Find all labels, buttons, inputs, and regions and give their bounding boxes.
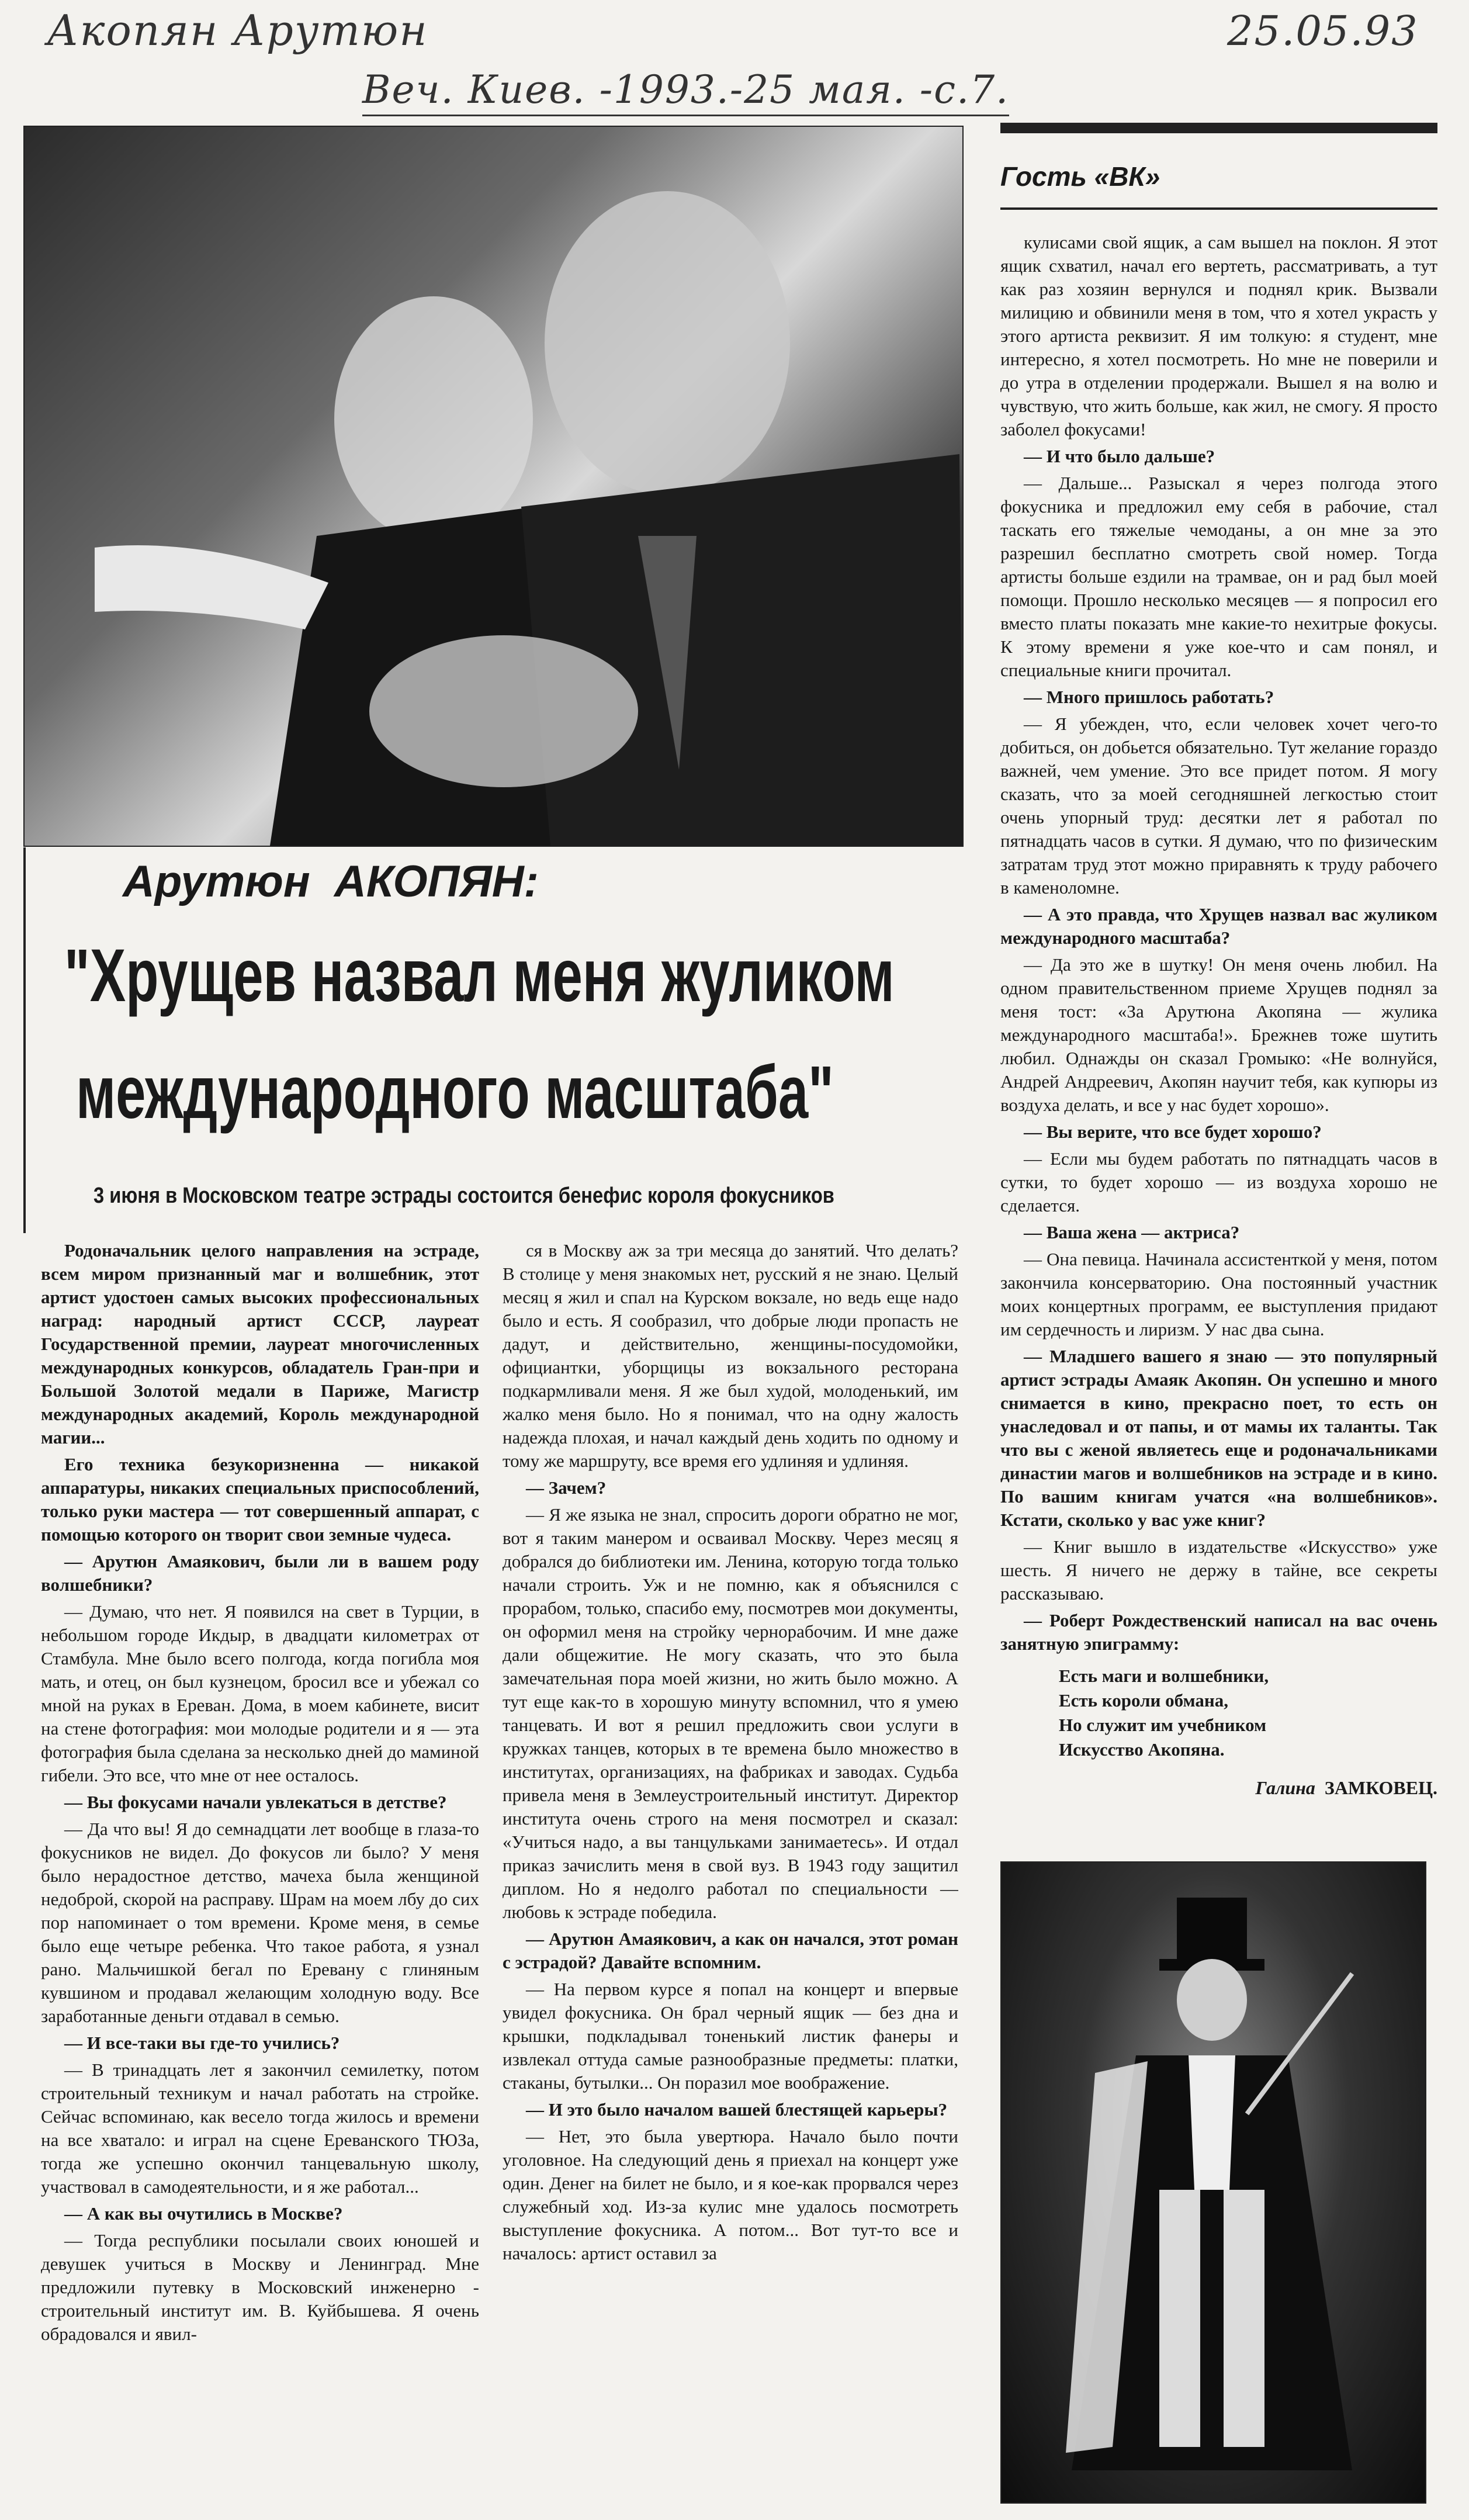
- article-column-3: [1000, 231, 1437, 1820]
- col3-para-4: — Да это же в шутку! Он меня очень любил. На одном правительственном приеме Хрущев поднял за меня тост: «За Арутюна Акопяна — жулика международного масштаба!». Брежнев тоже шутить любил. Однажды он сказал Громыко: «Не волнуйся, Андрей Андреевич, Акопян научит тебя, как купюры из воздуха делать, и все у нас будет хорошо».: [1000, 954, 1437, 1115]
- col1-question-2: — Вы фокусами начали увлекаться в детстве?: [64, 1792, 447, 1812]
- rubric-rule: [1000, 123, 1437, 133]
- col1-question-1: — Арутюн Амаякович, были ли в вашем роду волшебники?: [41, 1551, 479, 1595]
- epigram-line: Есть маги и волшебники,: [1059, 1666, 1269, 1686]
- col1-question-3: — И все-таки вы где-то учились?: [64, 2033, 340, 2053]
- top-photo: [23, 126, 964, 847]
- rubric-underline: [1000, 207, 1437, 210]
- col3-para-1: кулисами свой ящик, а сам вышел на поклон. Я этот ящик схватил, начал его вертеть, рассматривать, а тут как раз хозяин вернулся и поднял крик. Вызвали милицию и обвинили меня в том, что я хотел украсть у этого артиста реквизит. Я им толкую: я студент, мне интересно, я хотел посмотреть. Но мне не поверили и до утра в отделении продержали. Вышел я на волю и чувствую, что жить больше, как жил, не смогу. Я просто заболел фокусами!: [1000, 232, 1437, 439]
- col3-question-4: — Вы верите, что все будет хорошо?: [1024, 1121, 1322, 1142]
- magician-illustration: [1002, 1863, 1425, 2502]
- col3-question-1: — И что было дальше?: [1024, 446, 1215, 466]
- col3-question-6: — Младшего вашего я знаю — это популярный артист эстрады Амаяк Акопян. Он успешно и много снимается в кино, прекрасно поет, то есть он унаследовал и от папы, и от мамы их таланты. Так что вы с женой являетесь еще и родоначальниками династии магов и волшебников на эстраде и в кино. По вашим книгам учатся «на волшебников». Кстати, сколько у вас уже книг?: [1000, 1346, 1437, 1530]
- handwritten-source: Веч. Киев. -1993.-25 мая. -с.7.: [362, 67, 1009, 116]
- headline-line-1: "Хрущев назвал меня жуликом: [64, 934, 895, 1017]
- col3-question-5: — Ваша жена — актриса?: [1024, 1222, 1240, 1242]
- col1-para-6: — Тогда республики посылали своих юношей и девушек учиться в Москву и Ленинград. Мне предложили путевку в Московский инженерно - строительный институт им. В. Куйбышева. Я очень обрадовался и явил-: [41, 2230, 479, 2344]
- col2-para-3: — На первом курсе я попал на концерт и впервые увидел фокусника. Он брал черный ящик — без дна и крышки, подкладывал тоненький листик фанеры и извлекал оттуда самые разнообразные предметы: платки, стаканы, бутылки... Он поразил мое воображение.: [503, 1979, 958, 2093]
- col2-question-1: — Зачем?: [526, 1477, 607, 1498]
- byline-last: ЗАМКОВЕЦ.: [1324, 1777, 1437, 1798]
- col2-question-2: — Арутюн Амаякович, а как он начался, этот роман с эстрадой? Давайте вспомним.: [503, 1929, 958, 1972]
- col2-para-1: ся в Москву аж за три месяца до занятий. Что делать? В столице у меня знакомых нет, русский я не знаю. Целый месяц я жил и спал на Курском вокзале, но ведь еще надо было и есть. Я сообразил, что добрые люди пропасть не дадут, и действительно, женщины-посудомойки, официантки, уборщицы из вокзального ресторана подкармливали меня. Я же был худой, молоденький, им жалко меня было. Но я понимал, что на одну жалость надежда плохая, и начал каждый день ходить по одному и тому же маршруту, все время его удлиняя и удлиняя.: [503, 1240, 958, 1471]
- col1-para-3: — Думаю, что нет. Я появился на свет в Турции, в небольшом городе Икдыр, в двадцати километрах от Стамбула. Мне было всего полгода, когда погибла моя мать, и отец, он был кузнецом, бросил все и убежал со мной на руках в Ереван. Дома, в моем кабинете, висит на стене фотография: мои молодые родители и я — эта фотография была сделана за несколько дней до маминой гибели. Это все, что мне от нее осталось.: [41, 1601, 479, 1785]
- magician-photo: [1000, 1861, 1426, 2504]
- kicker: [123, 856, 539, 907]
- article-column-1: [41, 1239, 479, 2513]
- col3-question-2: — Много пришлось работать?: [1024, 687, 1274, 707]
- col1-question-4: — А как вы очутились в Москве?: [64, 2203, 343, 2224]
- subtitle: 3 июня в Московском театре эстрады состоится бенефис короля фокусников: [93, 1183, 834, 1208]
- epigram-line: Искусство Акопяна.: [1059, 1739, 1225, 1760]
- epigram-line: Но служит им учебником: [1059, 1715, 1267, 1735]
- handwritten-date: 25.05.93: [1227, 7, 1419, 55]
- kicker-surname: АКОПЯН:: [334, 857, 539, 906]
- col3-question-3: — А это правда, что Хрущев назвал вас жуликом международного масштаба?: [1000, 904, 1437, 948]
- col3-para-6: — Она певица. Начинала ассистенткой у меня, потом закончила консерваторию. Она постоянный участник моих концертных программ, ее выступления придают им сердечность и лиризм. У нас два сына.: [1000, 1249, 1437, 1339]
- article-column-2: [503, 1239, 958, 2513]
- col2-para-2: — Я же языка не знал, спросить дороги обратно не мог, вот я таким манером и осваивал Москву. Через месяц я добрался до библиотеки им. Ленина, которую тогда только начали строить. Уж и не помню, как я объяснился с прорабом, только, спасибо ему, посмотрев мои документы, он оформил меня на стройку чернорабочим. И мне даже дали общежитие. Не могу сказать, что это была замечательная пора моей жизни, но жить было можно. А тут еще как-то в хорошую минуту вспомнил, что я умею танцевать. И вот я решил предложить свои услуги в кружках танцев, которых в те времена было множество в институтах, организациях, на фабриках и заводах. Судьба привела меня в Землеустроительный институт. Директор института очень строго на меня посмотрел и сказал: «Учиться надо, а вы танцульками занимаетесь». И отдал приказ зачислить меня в свой вуз. В 1943 году защитил диплом. Но я недолго работал по специальности — любовь к эстраде победила.: [503, 1504, 958, 1922]
- handwritten-author: Акопян Арутюн: [47, 6, 428, 55]
- epigram-line: Есть короли обмана,: [1059, 1690, 1228, 1711]
- byline: [1000, 1776, 1437, 1799]
- col3-para-3: — Я убежден, что, если человек хочет чего-то добиться, он добьется обязательно. Тут желание гораздо важней, чем умение. Это все придет потом. Я могу сказать, что за моей сегодняшней легкостью стоит очень упорный труд: десятки лет я работал по пятнадцать часов в сутки. Я думаю, что по физическим затратам труд этот можно приравнять к труду рабочего в каменоломне.: [1000, 714, 1437, 898]
- col1-para-1: Родоначальник целого направления на эстраде, всем миром признанный маг и волшебник, этот артист удостоен самых высоких профессиональных наград: народный артист СССР, лауреат Государственной премии, лауреат многочисленных международных конкурсов, обладатель Гран-при и Большой Золотой медали в Париже, Магистр международных академий, Король международной магии...: [41, 1240, 479, 1448]
- col1-para-2: Его техника безукоризненна — никакой аппаратуры, никаких специальных приспособлений, только руки мастера — тот совершенный аппарат, с помощью которого он творит свои земные чудеса.: [41, 1454, 479, 1545]
- portrait-illustration: [25, 127, 962, 846]
- col3-para-2: — Дальше... Разыскал я через полгода этого фокусника и предложил ему себя в рабочие, стал таскать его тяжелые чемоданы, а он мне за это разрешил бесплатно смотреть свой номер. Тогда артисты больше ездили на трамвае, он и рад был моей помощи. Прошло несколько месяцев — я попросил его вместо платы показать мне какие-то нехитрые фокусы. К этому времени я уже кое-что и сам понял, и специальные книги прочитал.: [1000, 473, 1437, 680]
- col3-question-7: — Роберт Рождественский написал на вас очень занятную эпиграмму:: [1000, 1610, 1437, 1654]
- col1-para-5: — В тринадцать лет я закончил семилетку, потом строительный техникум и начал работать на стройке. Сейчас вспоминаю, как весело тогда жилось и времени на все хватало: и играл на сцене Ереванского ТЮЗа, тогда же успешно окончил танцевальную школу, участвовал в самодеятельности, и я же работал...: [41, 2059, 479, 2197]
- epigram: [1059, 1664, 1437, 1762]
- rubric-label: Гость «ВК»: [1000, 161, 1160, 192]
- col2-para-4: — Нет, это была увертюра. Начало было почти уголовное. На следующий день я приехал на концерт уже один. Денег на билет не было, и я кое-как прорвался через служебный ход. Из-за кулис мне удалось посмотреть выступление фокусника. А потом... Вот тут-то все и началось: артист оставил за: [503, 2126, 958, 2263]
- byline-first: Галина: [1255, 1777, 1315, 1798]
- kicker-name: Арутюн: [123, 857, 310, 906]
- col2-question-3: — И это было началом вашей блестящей карьеры?: [526, 2099, 948, 2120]
- col1-para-4: — Да что вы! Я до семнадцати лет вообще в глаза-то фокусников не видел. До фокусов ли было? У меня было нерадостное детство, мачеха была женщиной недоброй, скорой на расправу. Шрам на моем лбу до сих пор напоминает о том времени. Кроме меня, в семье было еще четыре ребенка. Что такое работа, я узнал рано. Мальчишкой бегал по Еревану с глиняным кувшином и продавал желающим холодную воду. Все заработанные деньги отдавал в семью.: [41, 1819, 479, 2026]
- col3-para-5: — Если мы будем работать по пятнадцать часов в сутки, то будет хорошо — из воздуха хорошо не сделается.: [1000, 1148, 1437, 1216]
- col3-para-7: — Книг вышло в издательстве «Искусство» уже шесть. Я ничего не держу в тайне, все секреты рассказываю.: [1000, 1536, 1437, 1604]
- headline-line-2: международного масштаба": [76, 1051, 834, 1134]
